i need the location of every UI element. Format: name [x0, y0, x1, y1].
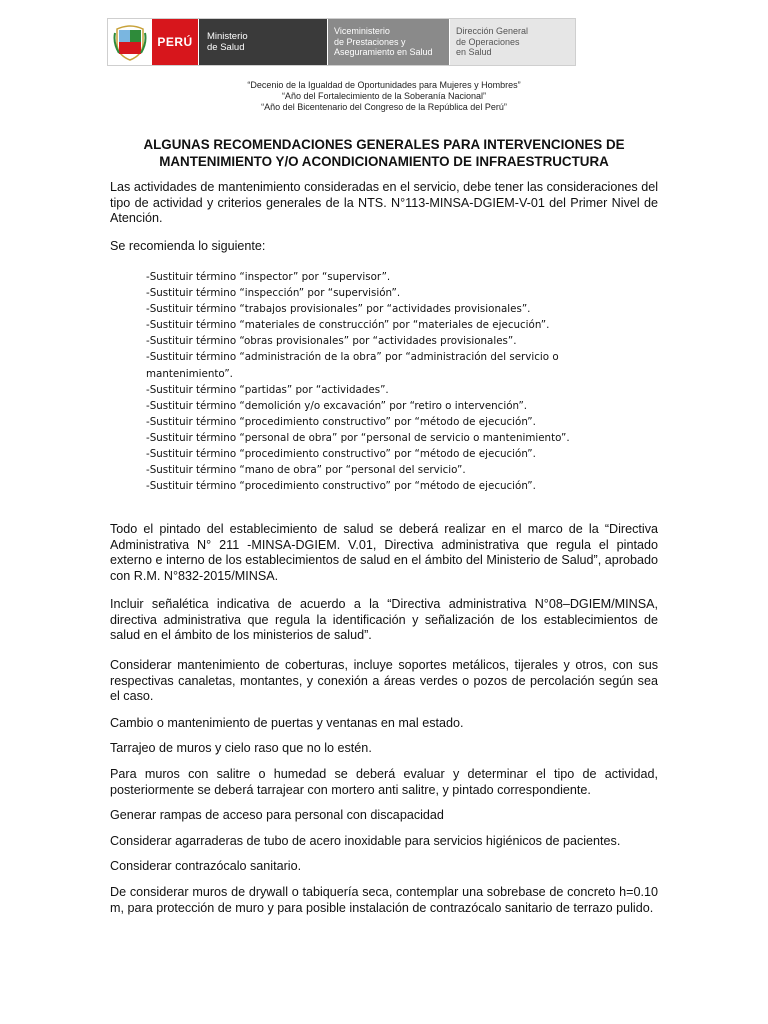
paragraph-contrazocalo: Considerar contrazócalo sanitario. [110, 859, 302, 873]
list-item: -Sustituir término “trabajos provisionales” por “actividades provisionales”. [146, 303, 531, 316]
paragraph-tarrajeo: Tarrajeo de muros y cielo raso que no lo estén. [110, 741, 372, 755]
document-title: ALGUNAS RECOMENDACIONES GENERALES PARA INTERVENCIONES DE MANTENIMIENTO Y/O ACONDICIONAMIENTO DE INFRAESTRUCTURA [143, 137, 625, 169]
vice-line-1: Viceministerio [334, 26, 390, 37]
ministerio-line-2: de Salud [207, 42, 245, 53]
institutional-header [107, 18, 576, 66]
paragraph-pintado: Todo el pintado del establecimiento de salud se deberá realizar en el marco de la “Directiva Administrativa N° 211 -MINSA-DGIEM. V.01, Directiva administrativa que regula el pintado externo e interno de los establecimientos de salud en el ámbito del Ministerio de Salud”, aprobado con R.M. N°832-2015/MINSA. [110, 522, 658, 583]
coat-of-arms-logo [108, 19, 152, 65]
recommendation-intro: Se recomienda lo siguiente: [110, 239, 266, 253]
list-item: mantenimiento”. [146, 367, 233, 380]
paragraph-puertas: Cambio o mantenimiento de puertas y ventanas en mal estado. [110, 716, 464, 730]
list-item: -Sustituir término “personal de obra” por “personal de servicio o mantenimiento”. [146, 431, 570, 444]
year-slogans [0, 80, 768, 113]
list-item: -Sustituir término “materiales de construcción” por “materiales de ejecución”. [146, 319, 550, 332]
dir-line-3: en Salud [456, 47, 492, 58]
list-item: -Sustituir término “inspector” por “supervisor”. [146, 271, 391, 283]
intro-paragraph: Las actividades de mantenimiento consideradas en el servicio, debe tener las consideraciones del tipo de actividad y criterios generales de la NTS. N°113-MINSA-DGIEM-V-01 del Primer Nivel de Atención. [110, 180, 658, 225]
dir-line-1: Dirección General [456, 26, 529, 37]
paragraph-drywall: De considerar muros de drywall o tabiquería seca, contemplar una sobrebase de concreto h=0.10 m, para protección de muro y para posible instalación de contrazócalo sanitario de terrazo pulido. [110, 885, 658, 915]
list-item: -Sustituir término “demolición y/o excavación” por “retiro o intervención”. [146, 399, 528, 412]
paragraph-salitre: Para muros con salitre o humedad se deberá evaluar y determinar el tipo de actividad, posteriormente se deberá tarrajear con mortero anti salitre, y pintado correspondiente. [110, 767, 658, 797]
dir-line-2: de Operaciones [456, 36, 520, 47]
ministerio-block [199, 19, 327, 65]
slogan-line-1: “Decenio de la Igualdad de Oportunidades para Mujeres y Hombres” [247, 80, 521, 90]
paragraph-coberturas: Considerar mantenimiento de coberturas, incluye soportes metálicos, tijerales y otros, con sus respectivas canaletas, montantes, y conexión a áreas verdes o pozos de percolación según sea el caso. [110, 658, 658, 703]
direccion-block [450, 19, 575, 65]
peru-brand [152, 19, 198, 65]
viceministerio-block [328, 19, 449, 65]
paragraph-rampas: Generar rampas de acceso para personal con discapacidad [110, 808, 444, 822]
substitution-list [146, 269, 646, 494]
paragraph-senaletica: Incluir señalética indicativa de acuerdo a la “Directiva administrativa N°08–DGIEM/MINSA, directiva administrativa que regula la identificación y señalización de los establecimientos de salud en el ámbito de los ministerios de salud”. [110, 597, 658, 642]
list-item: -Sustituir término “procedimiento constructivo” por “método de ejecución”. [146, 448, 536, 461]
slogan-line-3: “Año del Bicentenario del Congreso de la República del Perú” [261, 102, 507, 112]
paragraph-agarraderas: Considerar agarraderas de tubo de acero inoxidable para servicios higiénicos de pacientes. [110, 834, 621, 848]
vice-line-3: Aseguramiento en Salud [334, 47, 433, 58]
slogan-line-2: “Año del Fortalecimiento de la Soberanía Nacional” [281, 91, 487, 101]
list-item: -Sustituir término “procedimiento constructivo” por “método de ejecución”. [146, 480, 536, 493]
peru-label: PERÚ [157, 35, 193, 49]
list-item: -Sustituir término “procedimiento constructivo” por “método de ejecución”. [146, 415, 536, 428]
list-item: -Sustituir término “mano de obra” por “personal del servicio”. [146, 464, 466, 477]
list-item: -Sustituir término “inspección” por “supervisión”. [146, 287, 401, 300]
vice-line-2: de Prestaciones y [334, 36, 406, 47]
list-item: -Sustituir término “partidas” por “actividades”. [146, 383, 389, 396]
list-item: -Sustituir término “obras provisionales” por “actividades provisionales”. [146, 335, 517, 348]
ministerio-line-1: Ministerio [207, 31, 248, 42]
list-item: -Sustituir término “administración de la obra” por “administración del servicio o [146, 351, 559, 364]
